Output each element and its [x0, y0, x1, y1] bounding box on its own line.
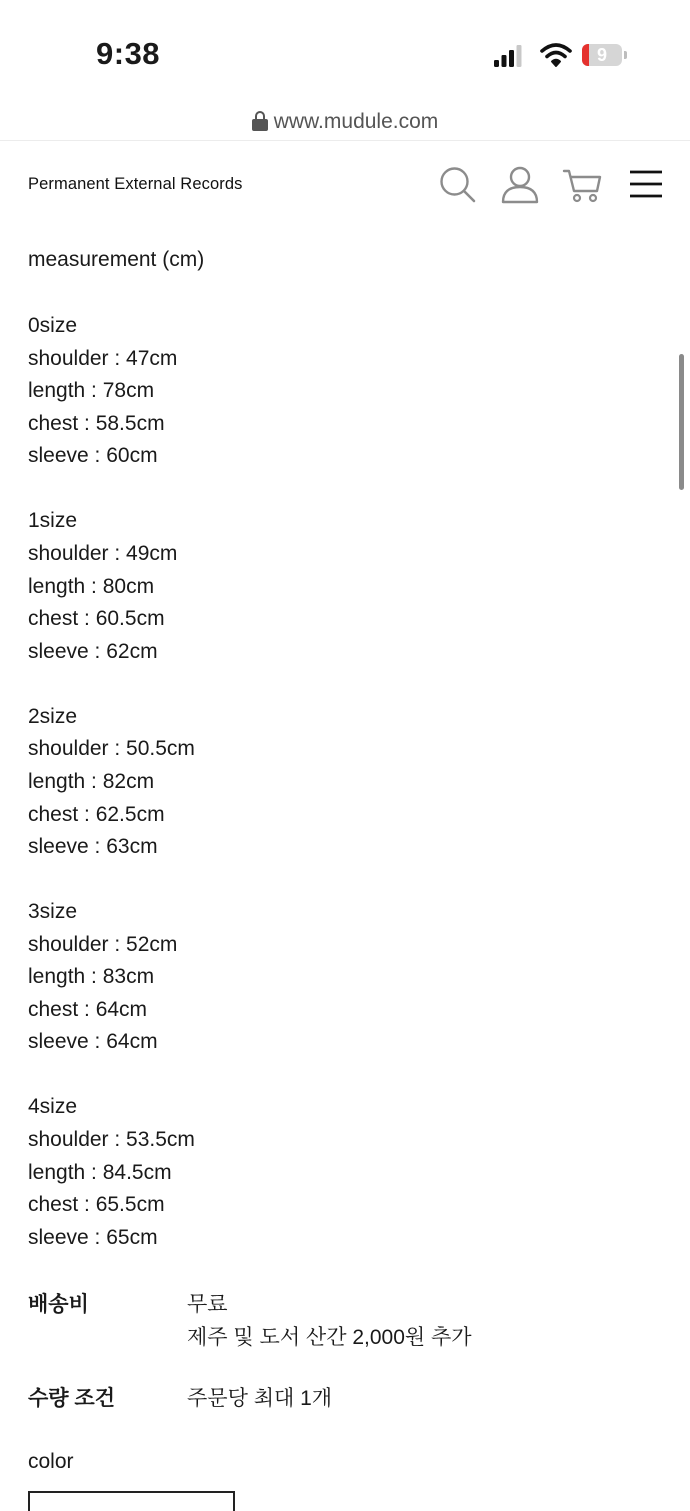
size-measurement-line: sleeve : 63cm: [28, 835, 158, 859]
size-measurement-line: chest : 65.5cm: [28, 1193, 165, 1217]
lock-icon: [252, 111, 268, 131]
size-name: 2size: [28, 704, 78, 728]
size-block: [28, 701, 668, 864]
battery-cap: [624, 51, 627, 59]
brand-logo-text[interactable]: Permanent External Records: [28, 175, 243, 193]
size-measurement-line: sleeve : 62cm: [28, 639, 158, 663]
quantity-values: [187, 1382, 668, 1415]
cellular-signal-icon: [494, 44, 522, 68]
color-option-label: color: [28, 1450, 74, 1473]
status-time: 9:38: [96, 36, 161, 71]
size-measurement-line: chest : 62.5cm: [28, 802, 165, 826]
size-measurement-line: chest : 64cm: [28, 997, 148, 1021]
measurement-title: measurement (cm): [28, 248, 205, 271]
size-measurement-line: length : 82cm: [28, 769, 155, 793]
color-select[interactable]: [28, 1491, 235, 1511]
size-block: [28, 1091, 668, 1254]
size-measurement-line: length : 83cm: [28, 965, 155, 989]
cart-icon[interactable]: [562, 165, 602, 205]
size-measurement-line: shoulder : 47cm: [28, 346, 178, 370]
size-measurement-line: shoulder : 53.5cm: [28, 1128, 195, 1152]
quantity-label: 수량 조건: [28, 1387, 115, 1410]
size-name: 4size: [28, 1095, 78, 1119]
product-info-table: [28, 1288, 668, 1442]
size-list: [28, 310, 668, 1254]
size-name: 1size: [28, 509, 78, 533]
url-text: www.mudule.com: [273, 110, 439, 133]
site-header: [0, 141, 690, 231]
shipping-extra-value: 제주 및 도서 산간 2,000원 추가: [187, 1326, 472, 1349]
shipping-row: [28, 1288, 668, 1382]
battery-level-text: 9: [596, 45, 607, 65]
search-icon[interactable]: [438, 165, 478, 205]
status-bar: [0, 0, 690, 100]
size-measurement-line: shoulder : 49cm: [28, 541, 178, 565]
battery-body: [582, 44, 622, 66]
shipping-value: 무료: [187, 1293, 228, 1316]
size-block: [28, 896, 668, 1059]
quantity-value: 주문당 최대 1개: [187, 1387, 333, 1410]
size-measurement-line: sleeve : 60cm: [28, 444, 158, 468]
product-description: [28, 244, 668, 1287]
size-measurement-line: sleeve : 65cm: [28, 1225, 158, 1249]
size-name: 0size: [28, 314, 78, 337]
size-measurement-line: shoulder : 50.5cm: [28, 737, 195, 761]
scrollbar-thumb[interactable]: [679, 354, 684, 490]
size-measurement-line: length : 78cm: [28, 379, 155, 403]
size-measurement-line: chest : 58.5cm: [28, 411, 165, 435]
size-measurement-line: length : 84.5cm: [28, 1160, 172, 1184]
shipping-values: [187, 1288, 668, 1354]
size-name: 3size: [28, 900, 78, 924]
shipping-label: 배송비: [28, 1293, 89, 1316]
quantity-row: [28, 1382, 668, 1442]
size-block: [28, 505, 668, 668]
size-measurement-line: shoulder : 52cm: [28, 932, 178, 956]
battery-indicator: [582, 44, 630, 68]
hamburger-menu-icon[interactable]: [628, 165, 668, 205]
size-measurement-line: chest : 60.5cm: [28, 607, 165, 631]
wifi-icon: [540, 42, 572, 68]
size-measurement-line: sleeve : 64cm: [28, 1030, 158, 1054]
size-block: [28, 310, 668, 473]
url-display[interactable]: [0, 110, 690, 134]
account-icon[interactable]: [500, 165, 540, 205]
size-measurement-line: length : 80cm: [28, 574, 155, 598]
browser-url-bar[interactable]: [0, 100, 690, 141]
